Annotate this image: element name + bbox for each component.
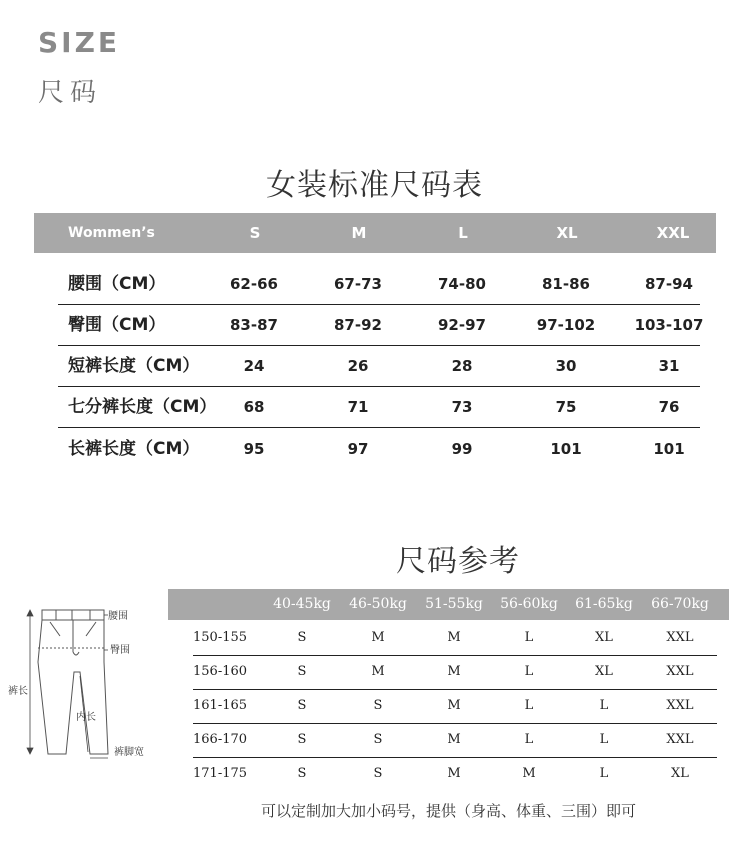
pants-outline-icon — [38, 610, 108, 754]
size-cell: M — [447, 664, 461, 679]
size-cell: XXL — [666, 630, 694, 645]
size-cell: S — [297, 732, 307, 747]
size-cell: M — [522, 766, 536, 781]
table-cell: 31 — [658, 357, 680, 375]
size-cell: M — [447, 698, 461, 713]
reference-table-header — [168, 589, 729, 620]
diagram-label-hip: 臀围 — [110, 645, 130, 656]
row-label: 臀围（CM） — [68, 315, 166, 335]
size-cell: XXL — [666, 698, 694, 713]
height-cell: 150-155 — [193, 630, 248, 645]
size-cell: M — [371, 664, 385, 679]
table-cell: 95 — [243, 440, 265, 458]
size-cell: S — [297, 664, 307, 679]
reference-table-title: 尺码参考 — [396, 544, 520, 579]
table-cell: 26 — [347, 357, 369, 375]
row-label: 七分裤长度（CM） — [68, 397, 217, 417]
diagram-label-waist: 腰围 — [108, 611, 128, 622]
table-cell: 87-94 — [645, 275, 693, 293]
table-row — [193, 655, 717, 690]
diagram-label-inseam: 内长 — [76, 712, 96, 723]
size-cell: L — [599, 698, 609, 713]
header-cell-wommens: Wommen’s — [68, 225, 155, 241]
row-label: 短裤长度（CM） — [68, 356, 200, 376]
table-cell: 97 — [347, 440, 369, 458]
table-cell: 73 — [451, 398, 473, 416]
table-cell: 103-107 — [634, 316, 704, 334]
size-cell: XL — [595, 664, 613, 679]
row-label: 腰围（CM） — [68, 274, 166, 294]
diagram-label-length: 裤长 — [8, 686, 28, 697]
size-cell: L — [524, 732, 534, 747]
header-cell-m: M — [351, 224, 367, 242]
size-cell: S — [373, 766, 383, 781]
table-cell: 28 — [451, 357, 473, 375]
table-cell: 71 — [347, 398, 369, 416]
table-cell: 30 — [555, 357, 577, 375]
size-cell: XL — [595, 630, 613, 645]
size-cell: S — [373, 732, 383, 747]
table-cell: 101 — [550, 440, 582, 458]
table-cell: 99 — [451, 440, 473, 458]
table-row — [58, 305, 704, 346]
table-cell: 83-87 — [230, 316, 278, 334]
standard-table-header — [34, 213, 716, 253]
height-cell: 161-165 — [193, 698, 248, 713]
size-cell: XL — [671, 766, 689, 781]
size-cell: M — [447, 766, 461, 781]
table-cell: 62-66 — [230, 275, 278, 293]
table-row — [193, 689, 717, 724]
header-cell-l: L — [458, 224, 468, 242]
size-heading: SIZE — [38, 26, 121, 59]
header-cell-s: S — [249, 224, 261, 242]
table-cell: 97-102 — [536, 316, 596, 334]
table-row — [58, 264, 700, 305]
table-row — [58, 346, 700, 387]
table-cell: 81-86 — [542, 275, 590, 293]
weight-header-cell: 61-65kg — [575, 596, 633, 612]
height-cell: 171-175 — [193, 766, 248, 781]
table-row — [193, 621, 717, 656]
size-cell: XXL — [666, 732, 694, 747]
table-cell: 24 — [243, 357, 265, 375]
size-cell: M — [447, 630, 461, 645]
table-row — [58, 429, 700, 469]
size-cell: L — [524, 698, 534, 713]
size-cell: S — [297, 766, 307, 781]
size-cell: L — [524, 664, 534, 679]
size-cell: M — [447, 732, 461, 747]
size-heading-zh: 尺码 — [38, 78, 103, 108]
table-row — [193, 723, 717, 758]
table-row — [193, 757, 717, 791]
table-cell: 92-97 — [438, 316, 486, 334]
table-cell: 87-92 — [334, 316, 382, 334]
diagram-label-leg-opening: 裤脚宽 — [114, 747, 144, 758]
height-cell: 166-170 — [193, 732, 248, 747]
row-label: 长裤长度（CM） — [68, 439, 200, 459]
table-cell: 75 — [555, 398, 577, 416]
standard-table-title: 女装标准尺码表 — [266, 168, 483, 203]
weight-header-cell: 51-55kg — [425, 596, 483, 612]
pants-diagram — [0, 596, 165, 766]
size-cell: S — [373, 698, 383, 713]
table-cell: 101 — [653, 440, 685, 458]
table-cell: 68 — [243, 398, 265, 416]
size-cell: XXL — [666, 664, 694, 679]
size-cell: L — [599, 732, 609, 747]
table-cell: 76 — [658, 398, 680, 416]
table-row — [58, 387, 700, 428]
size-cell: S — [297, 698, 307, 713]
height-cell: 156-160 — [193, 664, 248, 679]
weight-header-cell: 46-50kg — [349, 596, 407, 612]
header-cell-xl: XL — [556, 224, 578, 242]
size-cell: M — [371, 630, 385, 645]
custom-size-note: 可以定制加大加小码号，提供（身高、体重、三围）即可 — [260, 802, 636, 820]
size-cell: L — [599, 766, 609, 781]
header-cell-xxl: XXL — [656, 224, 690, 242]
weight-header-cell: 66-70kg — [651, 596, 709, 612]
size-cell: S — [297, 630, 307, 645]
weight-header-cell: 40-45kg — [273, 596, 331, 612]
weight-header-cell: 56-60kg — [500, 596, 558, 612]
table-cell: 67-73 — [334, 275, 382, 293]
table-cell: 74-80 — [438, 275, 486, 293]
size-cell: L — [524, 630, 534, 645]
